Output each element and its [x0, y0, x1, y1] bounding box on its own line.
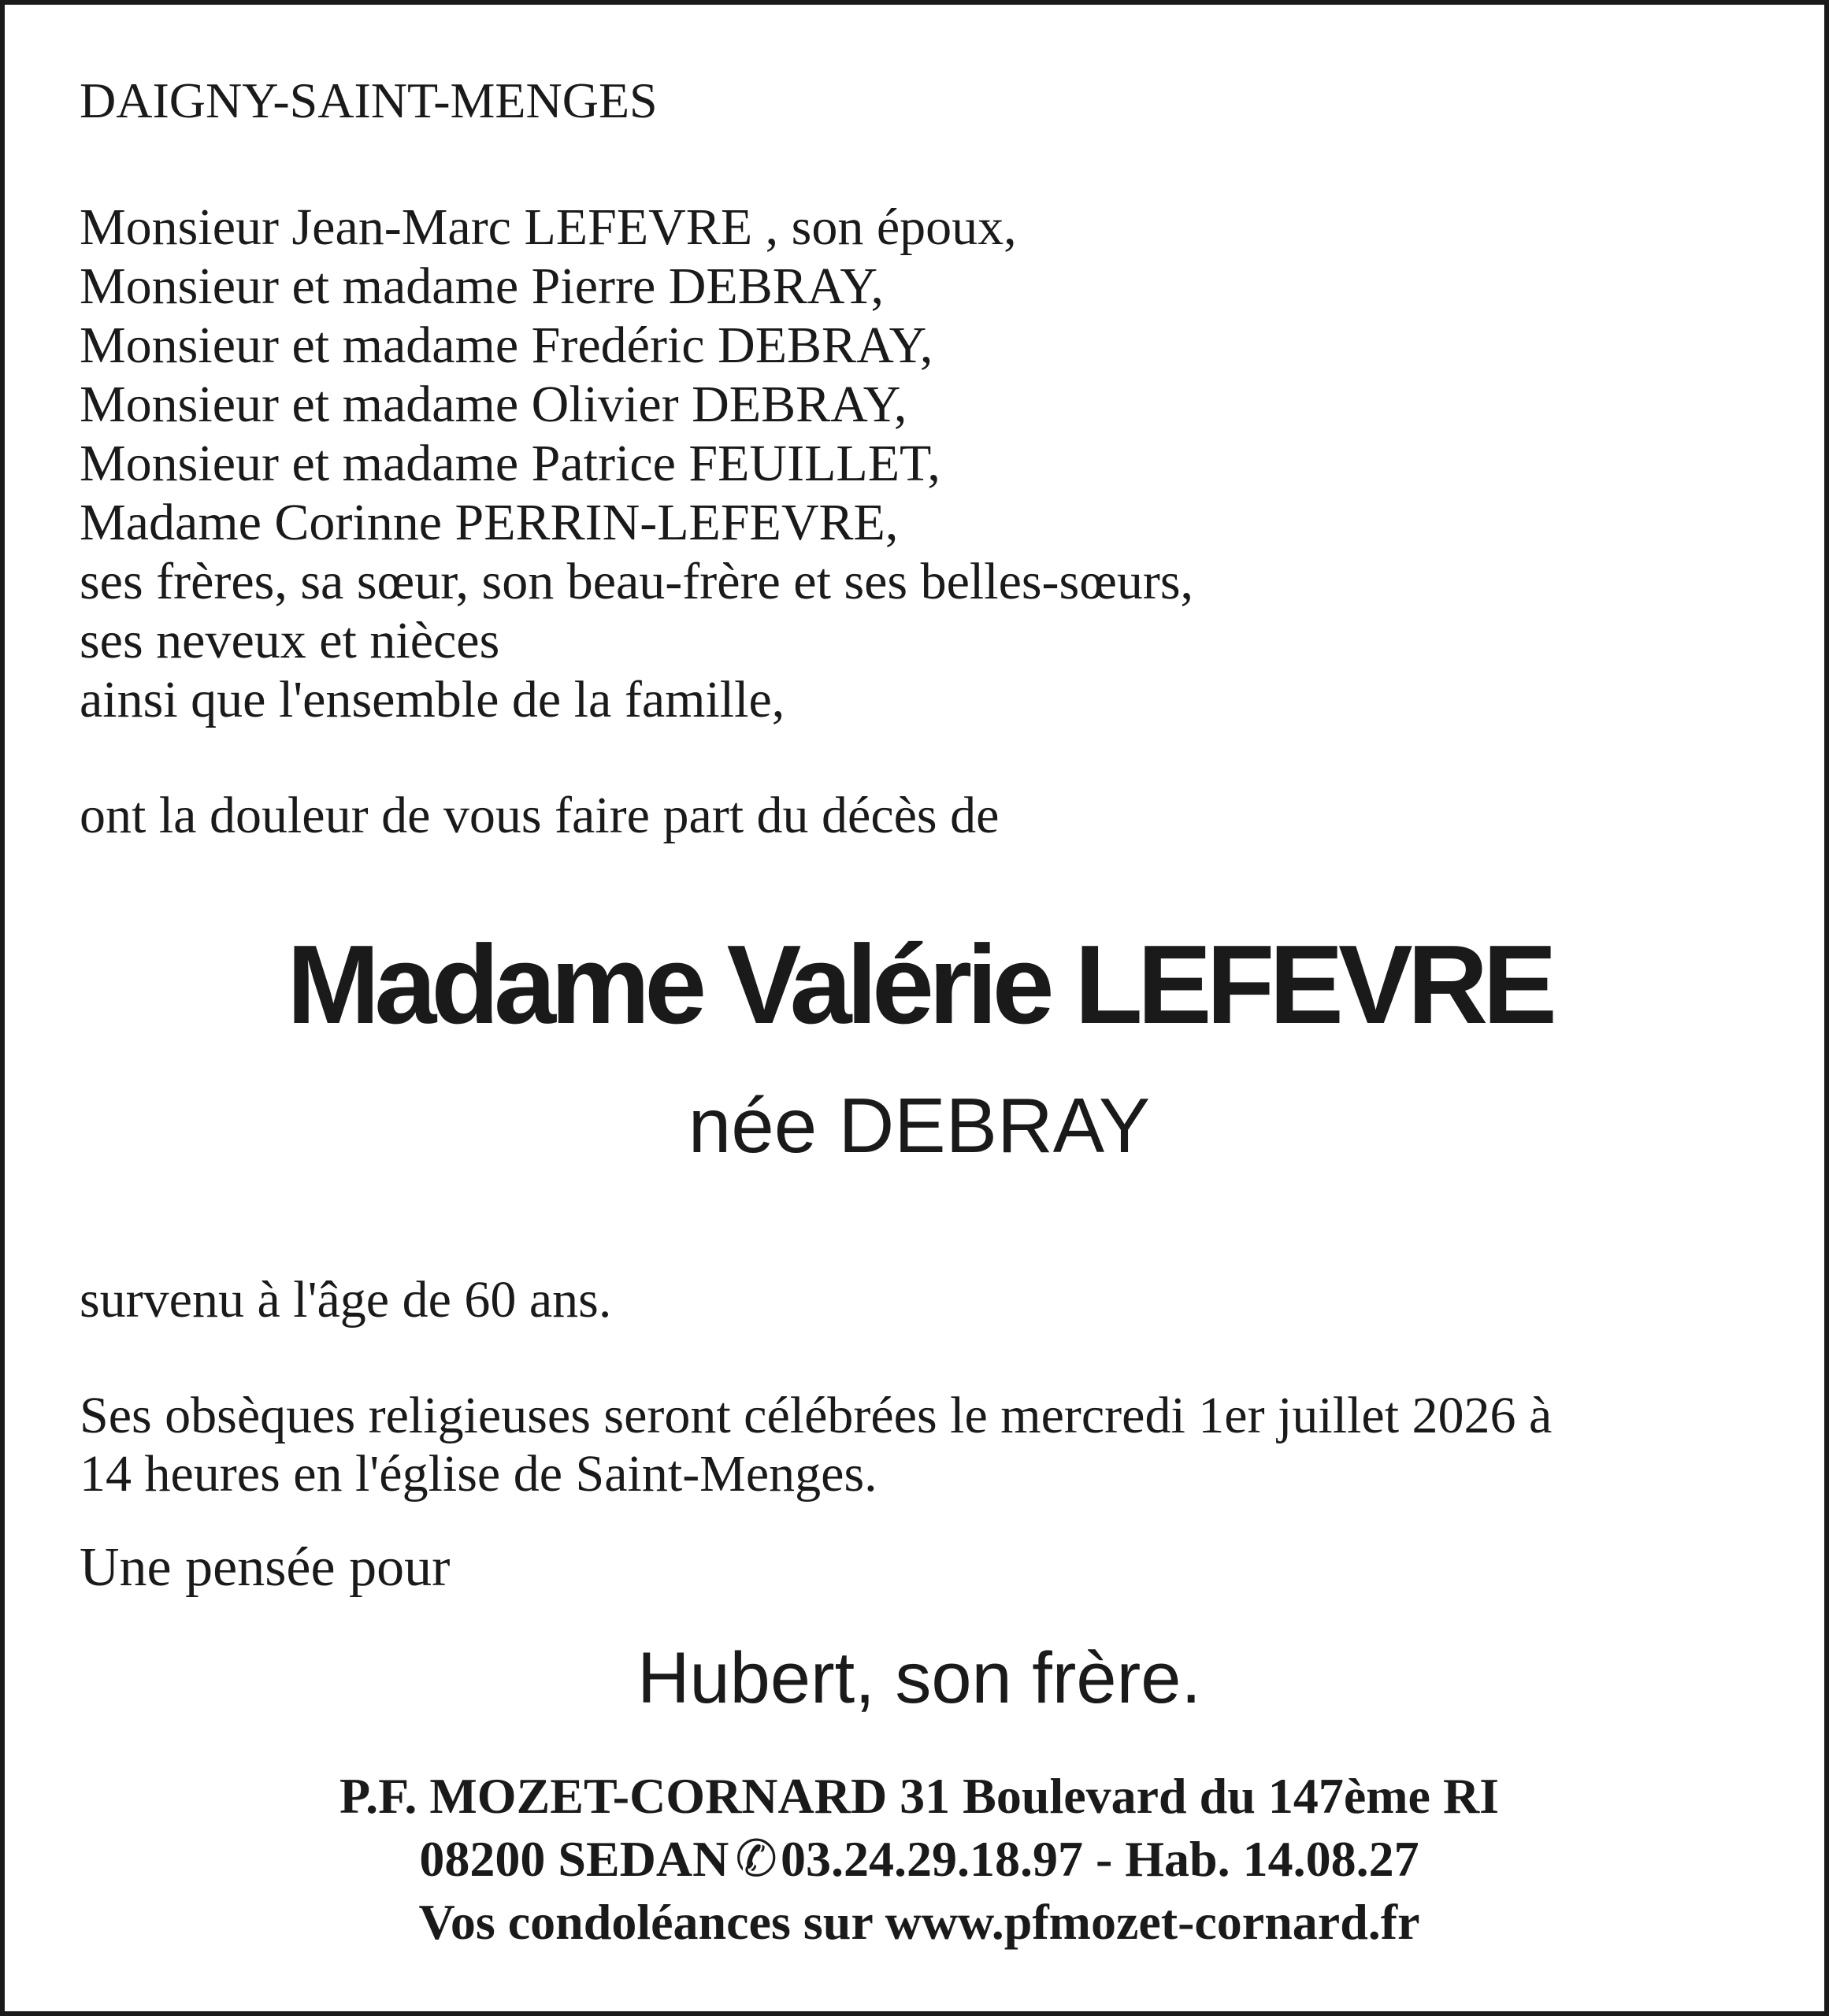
family-line: ses frères, sa sœur, son beau-frère et ses belles-sœurs, [80, 553, 1194, 610]
city-text: 08200 SEDAN [419, 1831, 729, 1887]
thought-person: Hubert, son frère. [637, 1638, 1201, 1718]
location-text: DAIGNY-SAINT-MENGES [80, 72, 658, 128]
family-list [80, 198, 1781, 729]
maiden-name: née DEBRAY [688, 1082, 1151, 1169]
family-line: Monsieur et madame Olivier DEBRAY, [80, 376, 907, 433]
location-heading [80, 69, 1781, 132]
family-line: ainsi que l'ensemble de la famille, [80, 671, 785, 728]
thought-intro-text: Une pensée pour [80, 1537, 451, 1598]
announcement-text: ont la douleur de vous faire part du décès de [80, 787, 1000, 844]
family-line: Monsieur et madame Pierre DEBRAY, [80, 258, 885, 315]
family-line: ses neveux et nièces [80, 612, 500, 669]
ceremony-details [80, 1387, 1781, 1503]
funeral-home-address: P.F. MOZET-CORNARD 31 Boulevard du 147ème RI [339, 1768, 1500, 1824]
family-line: Monsieur et madame Fredéric DEBRAY, [80, 317, 933, 374]
thought-intro [80, 1536, 1781, 1599]
deceased-name: Madame Valérie LEFEVRE [287, 922, 1552, 1047]
funeral-home-footer [5, 1765, 1829, 1954]
ceremony-line: Ses obsèques religieuses seront célébrées le mercredi 1er juillet 2026 à [80, 1387, 1553, 1444]
family-line: Madame Corinne PERRIN-LEFEVRE, [80, 494, 899, 551]
phone-icon: ✆ [735, 1831, 777, 1887]
condolences-link[interactable]: Vos condoléances sur www.pfmozet-cornard.fr [418, 1894, 1420, 1950]
phone-text: 03.24.29.18.97 - Hab. 14.08.27 [780, 1831, 1419, 1887]
announcement [80, 784, 1781, 847]
family-line: Monsieur et madame Patrice FEUILLET, [80, 435, 940, 492]
age-text: survenu à l'âge de 60 ans. [80, 1271, 612, 1329]
family-line: Monsieur Jean-Marc LEFEVRE , son époux, [80, 198, 1017, 256]
ceremony-line: 14 heures en l'église de Saint-Menges. [80, 1445, 877, 1503]
age-statement [80, 1269, 1781, 1332]
funeral-home-contact [5, 1828, 1829, 1891]
